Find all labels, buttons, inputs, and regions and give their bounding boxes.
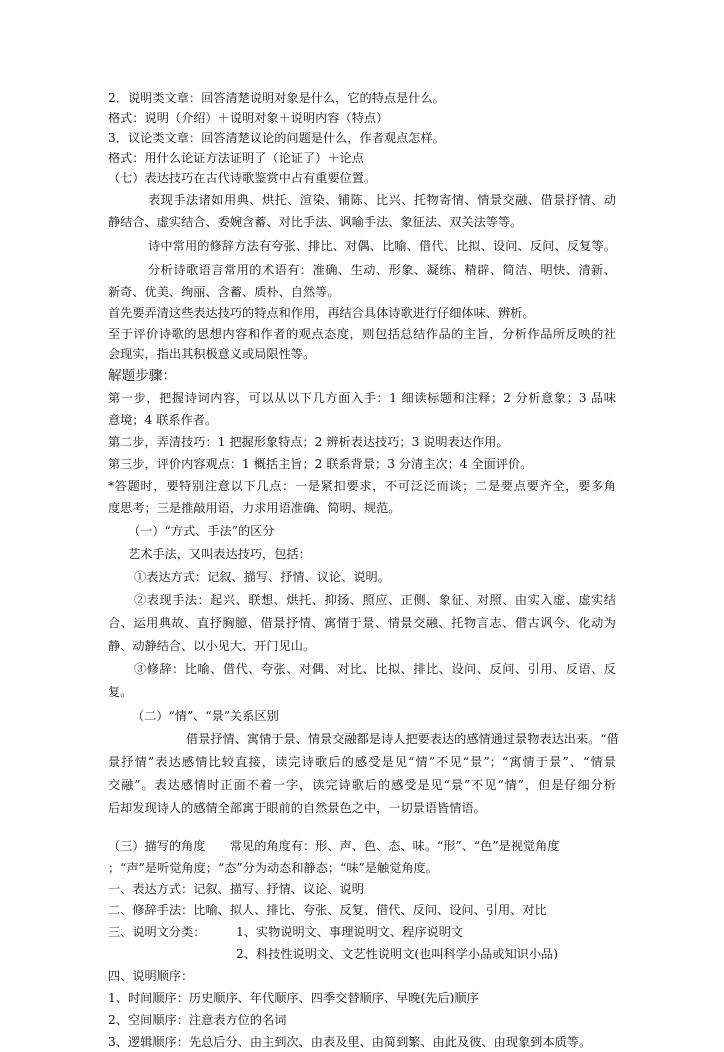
section-heading: （二）“情”、“景”关系区别 [132,709,279,723]
text-line: 2、空间顺序：注意表方位的名词 [108,1013,287,1027]
section-heading: 解题步骤： [108,368,176,384]
text-line: 借景抒情、寓情于景、情景交融都是诗人把要表达的感情通过景物表达出来。“借 [186,732,619,746]
text-line: 2．说明类文章：回答清楚说明对象是什么，它的特点是什么。 [108,91,445,105]
text-line: 意境；4 联系作者。 [108,413,218,427]
text-line: 四、说明顺序： [108,969,194,983]
section-heading: （三）描写的角度 常见的角度有：形、声、色、态、味。“形”、“色”是视觉角度 [108,839,560,853]
text-line: 首先要弄清这些表达技巧的特点和作用，再结合具体诗歌进行仔细体味、辨析。 [108,306,535,320]
text-line: *答题时，要特别注意以下几点：一是紧扣要求，不可泛泛而谈；二是要点要齐全，要多角 [108,479,616,493]
text-line: 一、表达方式：记叙、描写、抒情、议论、说明 [108,882,364,896]
text-line: 度思考；三是推敲用语，力求用语准确、简明、规范。 [108,501,401,515]
text-line: ①表达方式：记叙、描写、抒情、议论、说明。 [134,570,390,584]
text-line: 诗中常用的修辞方法有夸张、排比、对偶、比喻、借代、比拟、设问、反问、反复等。 [148,239,616,253]
text-line: 复。 [108,685,133,699]
text-line: 第三步，评价内容观点：1 概括主旨；2 联系背景；3 分清主次；4 全面评价。 [108,457,533,471]
text-line: 二、修辞手法：比喻、拟人、排比、夸张、反复、借代、反问、设问、引用、对比 [108,903,547,917]
text-line: ；“声”是听觉角度；“态”分为动态和静态；“味”是触觉角度。 [108,861,438,875]
text-line: 三、说明文分类： 1、实物说明文、事理说明文、程序说明文 [108,925,464,939]
text-line: 分析诗歌语言常用的术语有：准确、生动、形象、凝练、精辟、简洁、明快、清新、 [148,263,616,277]
section-heading: （七）表达技巧在古代诗歌鉴赏中占有重要位置。 [108,171,377,185]
text-line: 会现实，指出其积极意义或局限性等。 [108,347,316,361]
text-line: 景抒情”表达感情比较直接，读完诗歌后的感受是见“情”不见“景”；“寓情于景”、“情景 [108,755,616,769]
text-line: 格式：说明（介绍）＋说明对象＋说明内容（特点） [108,111,389,125]
text-line: 第二步，弄清技巧：1 把握形象特点；2 辨析表达技巧；3 说明表达作用。 [108,435,509,449]
text-line: 表现手法诸如用典、烘托、渲染、铺陈、比兴、托物寄情、情景交融、借景抒情、动 [148,193,616,207]
text-line: ②表现手法：起兴、联想、烘托、抑扬、照应、正侧、象征、对照、由实入虚、虚实结 [134,593,616,607]
text-line: 至于评价诗歌的思想内容和作者的观点态度，则包括总结作品的主旨，分析作品所反映的社 [108,327,616,341]
text-line: 静结合、虚实结合、委婉含蓄、对比手法、讽喻手法、象征法、双关法等等。 [108,215,523,229]
text-line: 格式：用什么论证方法证明了（论证了）＋论点 [108,151,364,165]
section-heading: （一）“方式、手法”的区分 [128,524,275,538]
text-line: 静、动静结合、以小见大、开门见山。 [108,639,316,653]
text-line: 后却发现诗人的感情全部寓于眼前的自然景色之中，一切景语皆情语。 [108,801,486,815]
text-line: ③修辞：比喻、借代、夸张、对偶、对比、比拟、排比、设问、反问、引用、反语、反 [134,662,616,676]
text-line: 1、时间顺序：历史顺序、年代顺序、四季交替顺序、早晚(先后)顺序 [108,991,479,1005]
text-line: 2、科技性说明文、文艺性说明文(也叫科学小品或知识小品) [236,947,558,961]
text-line: 新奇、优美、绚丽、含蓄、质朴、自然等。 [108,285,340,299]
text-line: 交融”。表达感情时正面不着一字，读完诗歌后的感受是见“景”不见“情”，但是仔细分析 [108,778,616,792]
text-line: 3、逻辑顺序：先总后分、由主到次、由表及里、由简到繁、由此及彼、由现象到本质等。 [108,1035,592,1049]
text-line: 艺术手法，又叫表达技巧，包括： [128,547,311,561]
text-line: 第一步，把握诗词内容，可以从以下几方面入手：1 细读标题和注释；2 分析意象；3 品味 [108,391,616,405]
text-line: 合、运用典故、直抒胸臆、借景抒情、寓情于景、情景交融、托物言志、借古讽今、化动为 [108,616,616,630]
text-line: 3．议论类文章：回答清楚议论的问题是什么，作者观点怎样。 [108,131,445,145]
